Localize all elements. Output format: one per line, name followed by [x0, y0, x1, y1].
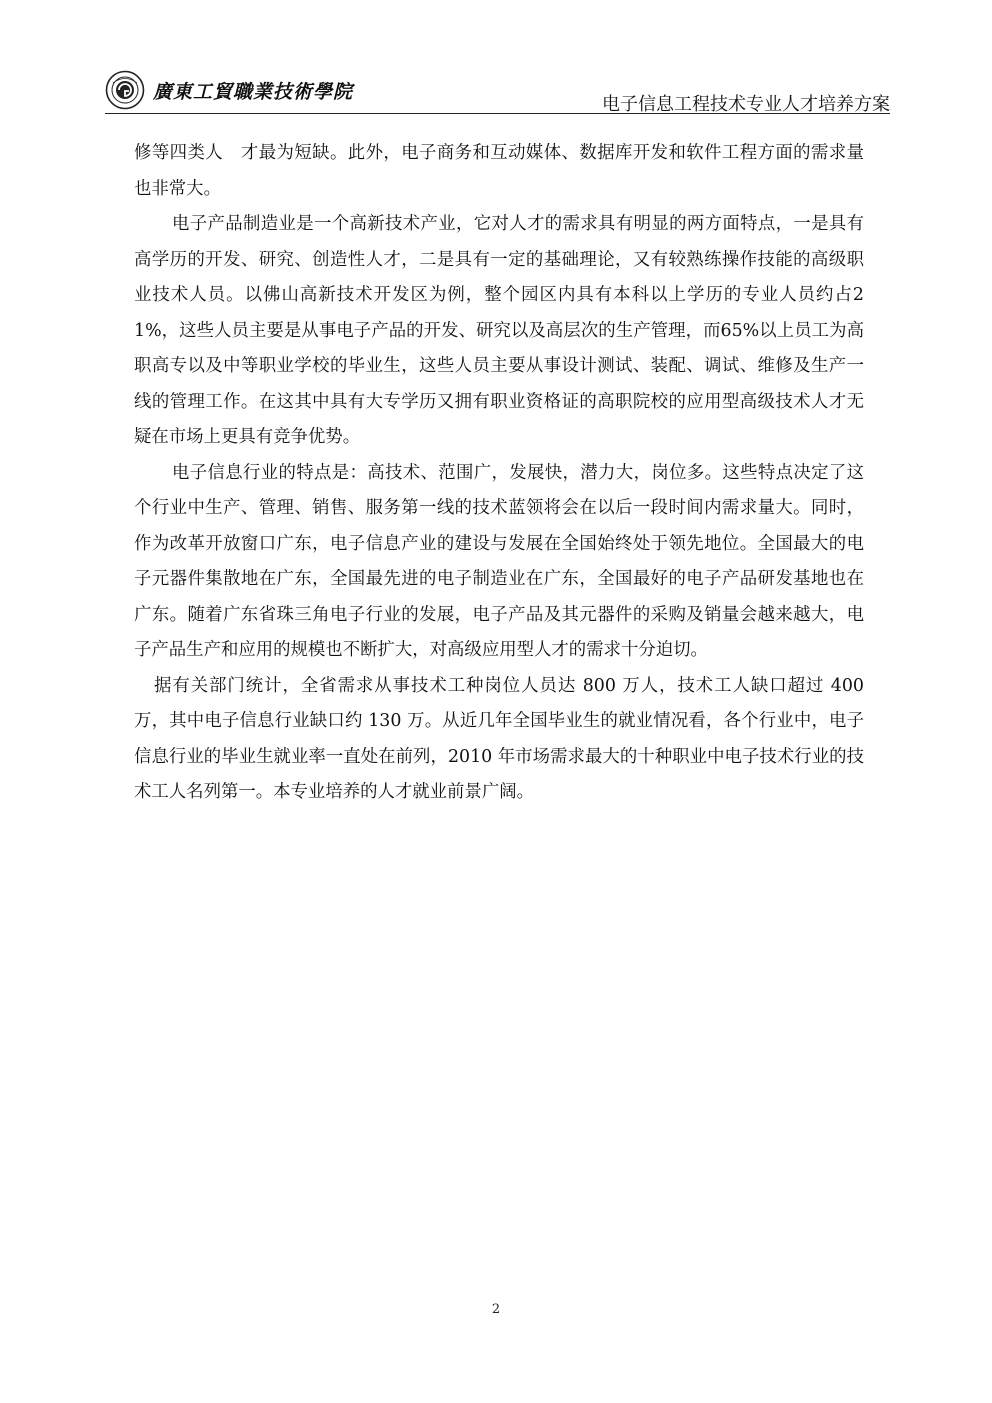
paragraph-manufacturing: 电子产品制造业是一个高新技术产业，它对人才的需求具有明显的两方面特点，一是具有高学历的开发、研究、创造性人才，二是具有一定的基础理论，又有较熟练操作技能的高级职业技术人员。以佛山高新技术开发区为例，整个园区内具有本科以上学历的专业人员约占21%，这些人员主要是从事电子产品的开发、研究以及高层次的生产管理，而65%以上员工为高职高专以及中等职业学校的毕业生，这些人员主要从事设计测试、装配、调试、维修及生产一线的管理工作。在这其中具有大专学历又拥有职业资格证的高职院校的应用型高级技术人才无疑在市场上更具有竞争优势。 — [134, 214, 864, 447]
page-header — [105, 62, 890, 114]
body-text — [134, 136, 864, 811]
school-emblem-icon — [105, 70, 145, 110]
paragraph-statistics: 据有关部门统计，全省需求从事技术工种岗位人员达 800 万人，技术工人缺口超过 400 万，其中电子信息行业缺口约 130 万。从近几年全国毕业生的就业情况看，各个行业中，电子信息行业的毕业生就业率一直处在前列，2010 年市场需求最大的十种职业中电子技术行业的技术工人名列第一。本专业培养的人才就业前景广阔。 — [134, 675, 864, 802]
school-logo — [105, 70, 353, 110]
header-divider — [105, 113, 890, 114]
document-title: 电子信息工程技术专业人才培养方案 — [602, 94, 890, 115]
school-name: 廣東工貿職業技術學院 — [153, 80, 354, 103]
paragraph-industry-features: 电子信息行业的特点是：高技术、范围广，发展快，潜力大，岗位多。这些特点决定了这个行业中生产、管理、销售、服务第一线的技术蓝领将会在以后一段时间内需求量大。同时，作为改革开放窗口广东，电子信息产业的建设与发展在全国始终处于领先地位。全国最大的电子元器件集散地在广东，全国最先进的电子制造业在广东，全国最好的电子产品研发基地也在广东。随着广东省珠三角电子行业的发展，电子产品及其元器件的采购及销量会越来越大，电子产品生产和应用的规模也不断扩大，对高级应用型人才的需求十分迫切。 — [134, 462, 864, 660]
paragraph-continued: 修等四类人 才最为短缺。此外，电子商务和互动媒体、数据库开发和软件工程方面的需求量也非常大。 — [134, 143, 864, 199]
page-number: 2 — [491, 1302, 501, 1317]
